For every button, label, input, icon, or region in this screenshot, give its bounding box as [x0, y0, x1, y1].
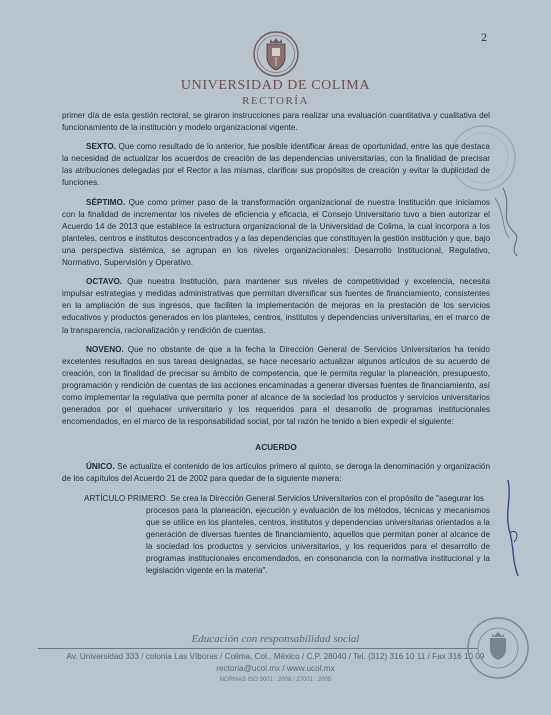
paragraph-octavo: [62, 276, 490, 336]
paragraph-unico: [62, 461, 490, 485]
octavo-text: Que nuestra Institución, para mantener sus niveles de competitividad y excelencia, necesita impulsar estrategias y medidas administrativas que permitan diversificar sus fuentes de financiamiento, consistentes en la ampliación de sus ingresos, que faciliten la implementación de mejoras en la prestación de los servicios educativos y productos generados en los planteles, centros, institutos y dependencias universitarias, en el marco de la transparencia, racionalización y rendición de cuentas.: [62, 277, 490, 335]
page-number: 2: [481, 30, 487, 44]
septimo-text: Que como primer paso de la transformación organizacional de nuestra Institución que iniciamos con la finalidad de incrementar los niveles de eficiencia y eficacia, el Consejo Universitario tuvo a bien autorizar el Acuerdo 14 de 2013 que establece la estructura organizacional de la Universidad de Colima, la cual incorpora a los planteles, centros e institutos desconcentrados y a las dependencias que constituyen la gestión institución y que, bajo una perspectiva sistémica, se agrupan en los niveles organizacionales: Desarrollo Institucional, Regulativo, Normativo, Supervisión y Operativo.: [62, 197, 490, 268]
articulo-primero-continuation: procesos para la planeación, ejecución y evaluación de los métodos, técnicas y mecanismos que se utilice en los planteles, centros, institutos y dependencias universitarias orientados a la generación de diversas fuentes de financiamiento, aquellos que permitan poner al alcance de la sociedad los productos y servicios universitarios, y los requeridos para el desarrollo de programas institucionales encomendados, en consonancia con la normativa institucional y la legislación vigente en la materia".: [146, 505, 490, 576]
octavo-lead: OCTAVO.: [86, 277, 123, 287]
septimo-lead: SÉPTIMO.: [86, 197, 126, 207]
articulo-first-line: Se crea la Dirección General Servicios Universitarios con el propósito de "asegurar los: [168, 493, 485, 503]
office-name: RECTORÍA: [242, 95, 309, 107]
iso-certification-seal: [466, 616, 530, 680]
intro-paragraph: primer día de esta gestión rectoral, se giraron instrucciones para realizar una evaluación cuantitativa y cualitativa del funcionamiento de la institución y modelo organizacional vigente.: [62, 111, 490, 133]
footer-iso: NORMAS ISO 9001 : 2008 / 27001 : 2005: [219, 677, 332, 683]
sexto-text: Que como resultado de lo anterior, fue posible identificar áreas de oportunidad, entre las que destaca la necesidad de actualizar los acuerdos de creación de las dependencias universitarias, con la finalidad de precisar las atribuciones delegadas por el Rector a las mismas, clarificar sus propósitos de creación y evitar la duplicidad de funciones.: [62, 142, 490, 188]
sexto-lead: SEXTO.: [86, 142, 116, 152]
articulo-primero: [84, 493, 490, 505]
footer-address: Av. Universidad 333 / colonia Las Víboras / Colima, Col., México / C.P. 28040 / Tel. (312) 316 10 11 / Fax 316 10 09: [66, 652, 485, 661]
paragraph-noveno: [62, 344, 490, 429]
noveno-text: Que no obstante de que a la fecha la Dirección General de Servicios Universitarios ha tenido excelentes resultados en sus tareas designadas, se hace necesario actualizar algunos artículos de su acuerdo de creación, con la finalidad de precisar su ámbito de competencia, que le permita regular la planeación, presupuesto, programación y rendición de cuentas de las acciones encaminadas a generar diversas fuentes de financiamiento, así como implementar la regulativa que permita poner al alcance de la sociedad los productos y servicios universitarios generados por el quehacer universitario y los requeridos para el desarrollo de programas institucionales encomendados, en el marco de la responsabilidad social, por tal razón he tenido a bien expedir el siguiente:: [62, 344, 490, 427]
acuerdo-heading: ACUERDO: [255, 443, 297, 453]
noveno-lead: NOVENO.: [86, 344, 124, 354]
university-coat-of-arms: [252, 30, 300, 78]
unico-text: Se actualiza el contenido de los artículos primero al quinto, se deroga la denominación y organización de los capítulos del Acuerdo 21 de 2002 para quedar de la siguiente manera:: [62, 462, 490, 484]
paragraph-septimo: [62, 197, 490, 270]
paragraph-sexto: [62, 141, 490, 189]
document-body: [62, 110, 490, 577]
university-name: UNIVERSIDAD DE COLIMA: [180, 78, 371, 93]
unico-lead: ÚNICO.: [86, 462, 115, 472]
footer-motto: Educación con responsabilidad social: [191, 633, 360, 645]
footer-web: rectoria@ucol.mx / www.ucol.mx: [216, 664, 335, 673]
articulo-lead: ARTÍCULO PRIMERO.: [84, 493, 169, 503]
handwritten-signature: [494, 478, 534, 578]
footer-divider: [38, 648, 478, 649]
